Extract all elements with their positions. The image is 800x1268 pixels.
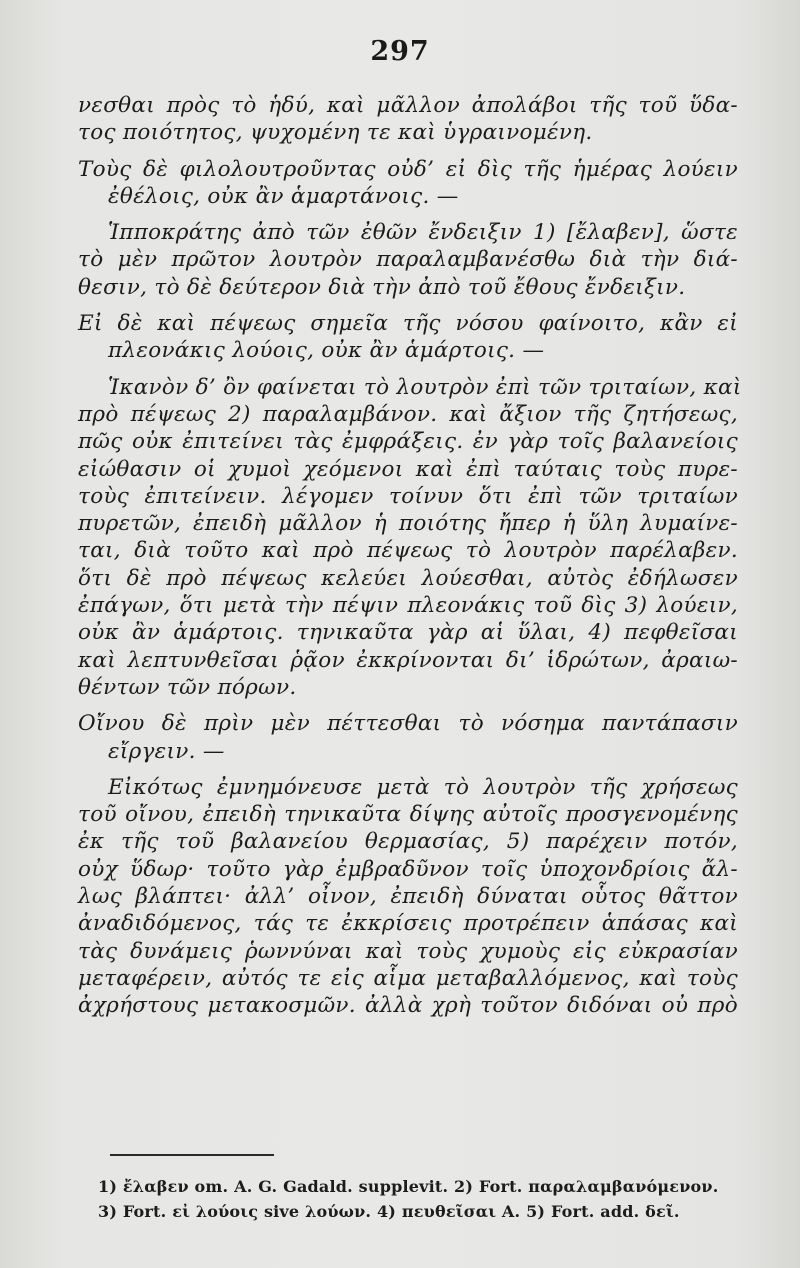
paragraph-gap: [78, 701, 738, 710]
paragraph-gap: [78, 147, 738, 156]
footnote-divider: [110, 1154, 274, 1156]
footnote-line: 3) Fort. εἰ λούοις sive λούων. 4) πευθεῖσαι A. 5) Fort. add. δεῖ.: [98, 1202, 680, 1221]
text-line: καὶ λεπτυνθεῖσαι ῥᾷον ἐκκρίνονται δι’ ἱδρώτων, ἀραιω-: [78, 647, 738, 673]
footnotes: [98, 1174, 738, 1224]
text-line: Εἰ δὲ καὶ πέψεως σημεῖα τῆς νόσου φαίνοιτο, κἂν εἰ: [78, 311, 738, 337]
text-line: Τοὺς δὲ φιλολουτροῦντας οὐδ’ εἰ δὶς τῆς ἡμέρας λούειν: [78, 156, 738, 182]
text-line: Οἴνου δὲ πρὶν μὲν πέττεσθαι τὸ νόσημα παντάπασιν: [78, 711, 738, 737]
text-line: μεταφέρειν, αὐτός τε εἰς αἷμα μεταβαλλόμενος, καὶ τοὺς: [78, 965, 738, 991]
text-line: ἀναδιδόμενος, τάς τε ἐκκρίσεις προτρέπειν ἁπάσας καὶ: [78, 911, 738, 937]
text-line: πρὸ πέψεως 2) παραλαμβάνον. καὶ ἄξιον τῆς ζητήσεως,: [78, 401, 738, 427]
text-line: λως βλάπτει· ἀλλ’ οἶνον, ἐπειδὴ δύναται οὗτος θᾶττον: [78, 884, 738, 910]
paragraph-gap: [78, 301, 738, 310]
text-line: πλεονάκις λούοις, οὐκ ἂν ἁμάρτοις. —: [108, 338, 545, 364]
footnote-line: 1) ἔλαβεν om. A. G. Gadald. supplevit. 2) Fort. παραλαμβανόμενον.: [98, 1177, 719, 1196]
text-line: ἀχρήστους μετακοσμῶν. ἀλλὰ χρὴ τοῦτον διδόναι οὐ πρὸ: [78, 993, 738, 1019]
text-line: ὅτι δὲ πρὸ πέψεως κελεύει λούεσθαι, αὐτὸς ἐδήλωσεν: [78, 565, 738, 591]
text-line: τοῦ οἴνου, ἐπειδὴ τηνικαῦτα δίψης αὐτοῖς προσγενομένης: [78, 802, 738, 828]
text-line: θέντων τῶν πόρων.: [78, 674, 297, 700]
paragraph-gap: [78, 210, 738, 219]
paragraph-gap: [78, 365, 738, 374]
text-line: τὰς δυνάμεις ῥωννύναι καὶ τοὺς χυμοὺς εἰς εὐκρασίαν: [78, 938, 738, 964]
text-line: θεσιν, τὸ δὲ δεύτερον διὰ τὴν ἀπὸ τοῦ ἔθους ἔνδειξιν.: [78, 274, 686, 300]
text-line: τὸ μὲν πρῶτον λουτρὸν παραλαμβανέσθω διὰ τὴν διά-: [78, 247, 738, 273]
text-line: οὐκ ἂν ἁμάρτοις. τηνικαῦτα γὰρ αἱ ὕλαι, 4) πεφθεῖσαι: [78, 620, 738, 646]
text-line: ται, διὰ τοῦτο καὶ πρὸ πέψεως τὸ λουτρὸν παρέλαβεν.: [78, 538, 738, 564]
text-line: Ἱπποκράτης ἀπὸ τῶν ἐθῶν ἔνδειξιν 1) [ἔλαβεν], ὥστε: [108, 220, 738, 246]
text-line: Ἱκανὸν δ’ ὂν φαίνεται τὸ λουτρὸν ἐπὶ τῶν τριταίων, καὶ: [108, 374, 742, 400]
text-line: νεσθαι πρὸς τὸ ἡδύ, καὶ μᾶλλον ἀπολάβοι τῆς τοῦ ὕδα-: [78, 93, 738, 118]
text-line: τος ποιότητος, ψυχομένη τε καὶ ὑγραινομένη.: [78, 120, 593, 146]
text-line: πῶς οὐκ ἐπιτείνει τὰς ἐμφράξεις. ἐν γὰρ τοῖς βαλανείοις: [78, 429, 738, 455]
text-line: ἐπάγων, ὅτι μετὰ τὴν πέψιν πλεονάκις τοῦ δὶς 3) λούειν,: [78, 593, 738, 619]
greek-body-text: [78, 92, 742, 1020]
text-line: ἐθέλοις, οὐκ ἂν ἁμαρτάνοις. —: [108, 183, 459, 209]
text-line: ἐκ τῆς τοῦ βαλανείου θερμασίας, 5) παρέχειν ποτόν,: [78, 829, 738, 855]
text-line: Εἰκότως ἐμνημόνευσε μετὰ τὸ λουτρὸν τῆς χρήσεως: [108, 774, 738, 800]
text-line: οὐχ ὕδωρ· τοῦτο γὰρ ἐμβραδῦνον τοῖς ὑποχονδρίοις ἄλ-: [78, 856, 738, 882]
text-line: πυρετῶν, ἐπειδὴ μᾶλλον ἡ ποιότης ἤπερ ἡ ὕλη λυμαίνε-: [78, 511, 738, 537]
text-line: εἴργειν. —: [108, 738, 225, 764]
text-line: εἰώθασιν οἱ χυμοὶ χεόμενοι καὶ ἐπὶ ταύταις τοὺς πυρε-: [78, 456, 738, 482]
text-line: τοὺς ἐπιτείνειν. λέγομεν τοίνυν ὅτι ἐπὶ τῶν τριταίων: [78, 483, 738, 509]
paragraph-gap: [78, 765, 738, 774]
page-number: 297: [370, 36, 430, 67]
